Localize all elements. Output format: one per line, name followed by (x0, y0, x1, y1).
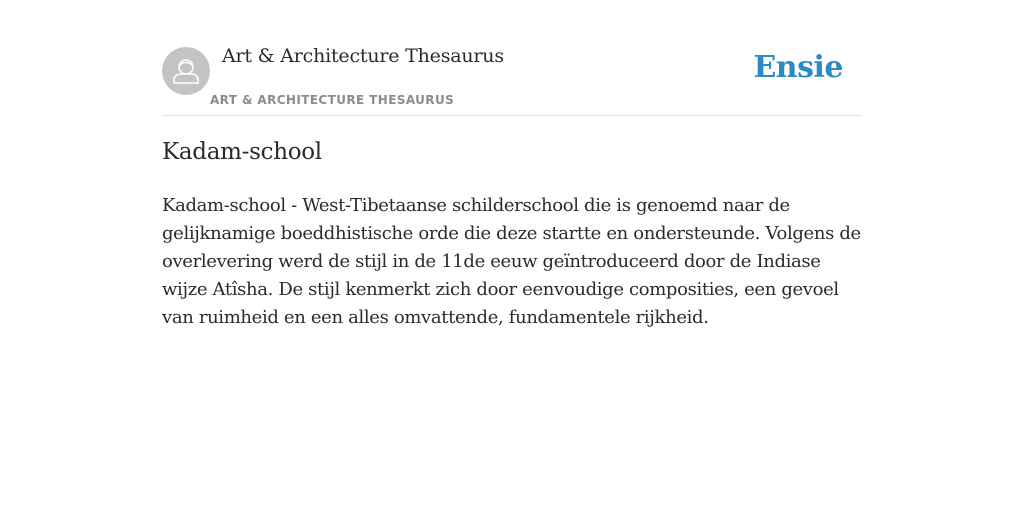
entry-title: Kadam-school (162, 139, 322, 165)
brand-logo[interactable]: Ensie (753, 50, 843, 85)
author-name-link[interactable]: Art & Architecture Thesaurus (222, 45, 504, 67)
author-avatar[interactable] (162, 47, 210, 95)
user-icon (162, 47, 210, 95)
entry-definition: Kadam-school - West-Tibetaanse schilderschool die is genoemd naar de gelijknamige boeddhistische orde die deze startte en ondersteunde. Volgens de overlevering werd de stijl in de 11de eeuw geïntroduceerd door de Indiase wijze Atîsha. De stijl kenmerkt zich door eenvoudige composities, een gevoel van ruimheid en een alles omvattende, fundamentele rijkheid. (162, 195, 861, 328)
entry-card (162, 0, 862, 512)
entry-header (162, 0, 862, 116)
source-label[interactable]: ART & ARCHITECTURE THESAURUS (210, 93, 455, 107)
